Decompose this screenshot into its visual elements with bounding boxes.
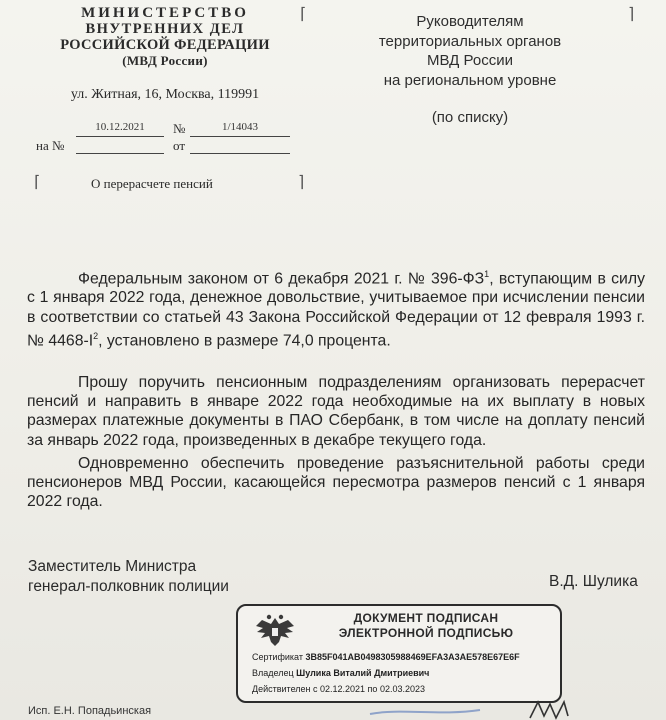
validity-row: Действителен с 02.12.2021 по 02.03.2023	[252, 684, 425, 694]
certificate-row	[252, 652, 520, 662]
recipient-line4: на региональном уровне	[383, 71, 557, 89]
document-date: 10.12.2021	[76, 119, 164, 137]
subject-line: О перерасчете пенсий	[91, 176, 213, 191]
number-label: №	[173, 121, 186, 136]
signatory-position-line1: Заместитель Министра	[28, 558, 197, 575]
footnote-ref-2: 2	[93, 330, 99, 341]
corner-bracket-left-icon: ⌈	[300, 4, 307, 23]
paragraph-1-part-b: , вступающим в силу с 1 января 2022 года, денежное довольствие, учитываемое при исчислении пенсии в соответствии со статьей 43 Закона Российской Федерации от 12 февраля 1993 г. № 4468-I	[27, 270, 645, 350]
paragraph-1-part-a: Федеральным законом от 6 декабря 2021 г. № 396-ФЗ	[78, 270, 485, 288]
organization-header	[0, 5, 330, 69]
subject-bracket-right-icon: ⌉	[298, 172, 305, 191]
org-name-line1: МИНИСТЕРСТВО	[81, 5, 249, 21]
paragraph-1-part-c: , установлено в размере 74,0 процента.	[98, 332, 391, 350]
owner-value: Шулика Виталий Дмитриевич	[296, 668, 430, 678]
recipient-line2: территориальных органов	[378, 32, 562, 50]
org-name-line2: ВНУТРЕННИХ ДЕЛ	[85, 21, 245, 37]
footnote-ref-1: 1	[484, 269, 490, 279]
body-paragraph-2: Прошу поручить пенсионным подразделениям организовать перерасчет пенсий и направить в январе 2022 года необходимые на их выплату в новых размерах платежные документы в ПАО Сбербанк, в том числе на доплату пенсий за январь 2022 года, произведенных в декабре текущего года.	[27, 374, 645, 449]
electronic-signature-stamp	[236, 604, 562, 703]
body-paragraph-1	[27, 265, 645, 350]
recipient-line1: Руководителям	[416, 13, 524, 30]
body-paragraph-3: Одновременно обеспечить проведение разъяснительной работы среди пенсионеров МВД России, касающейся пересмотра размеров пенсий с 1 января 2022 года.	[27, 455, 645, 511]
owner-row	[252, 668, 429, 678]
owner-label: Владелец	[252, 668, 294, 678]
org-address: ул. Житная, 16, Москва, 119991	[70, 87, 260, 102]
subject-bracket-left-icon: ⌈	[34, 172, 41, 191]
stamp-title-line2: ЭЛЕКТРОННОЙ ПОДПИСЬЮ	[338, 626, 514, 640]
reply-to-number-label: на №	[36, 138, 65, 153]
handwritten-mark-icon	[360, 690, 660, 720]
reply-to-date-field	[190, 136, 290, 154]
org-name-line3: РОССИЙСКОЙ ФЕДЕРАЦИИ	[60, 37, 270, 53]
certificate-value: 3B85F041AB0498305988469EFA3A3AE578E67E6F	[305, 652, 520, 662]
signatory-name: В.Д. Шулика	[549, 573, 638, 590]
reply-to-number-field	[76, 136, 164, 154]
recipient-line3: МВД России	[427, 52, 513, 69]
certificate-label: Сертификат	[252, 652, 303, 662]
double-headed-eagle-emblem-icon	[252, 612, 298, 650]
org-name-line4: (МВД России)	[122, 53, 208, 68]
corner-bracket-right-icon: ⌉	[628, 4, 635, 23]
stamp-title-line1: ДОКУМЕНТ ПОДПИСАН	[353, 611, 499, 625]
recipient-block	[370, 12, 570, 128]
executor-line: Исп. Е.Н. Попадьинская	[28, 705, 152, 717]
recipient-note: (по списку)	[431, 109, 509, 126]
reply-to-date-label: от	[173, 138, 186, 153]
signatory-position-line2: генерал-полковник полиции	[28, 578, 229, 595]
stamp-title	[306, 611, 546, 641]
document-number: 1/14043	[190, 119, 290, 137]
